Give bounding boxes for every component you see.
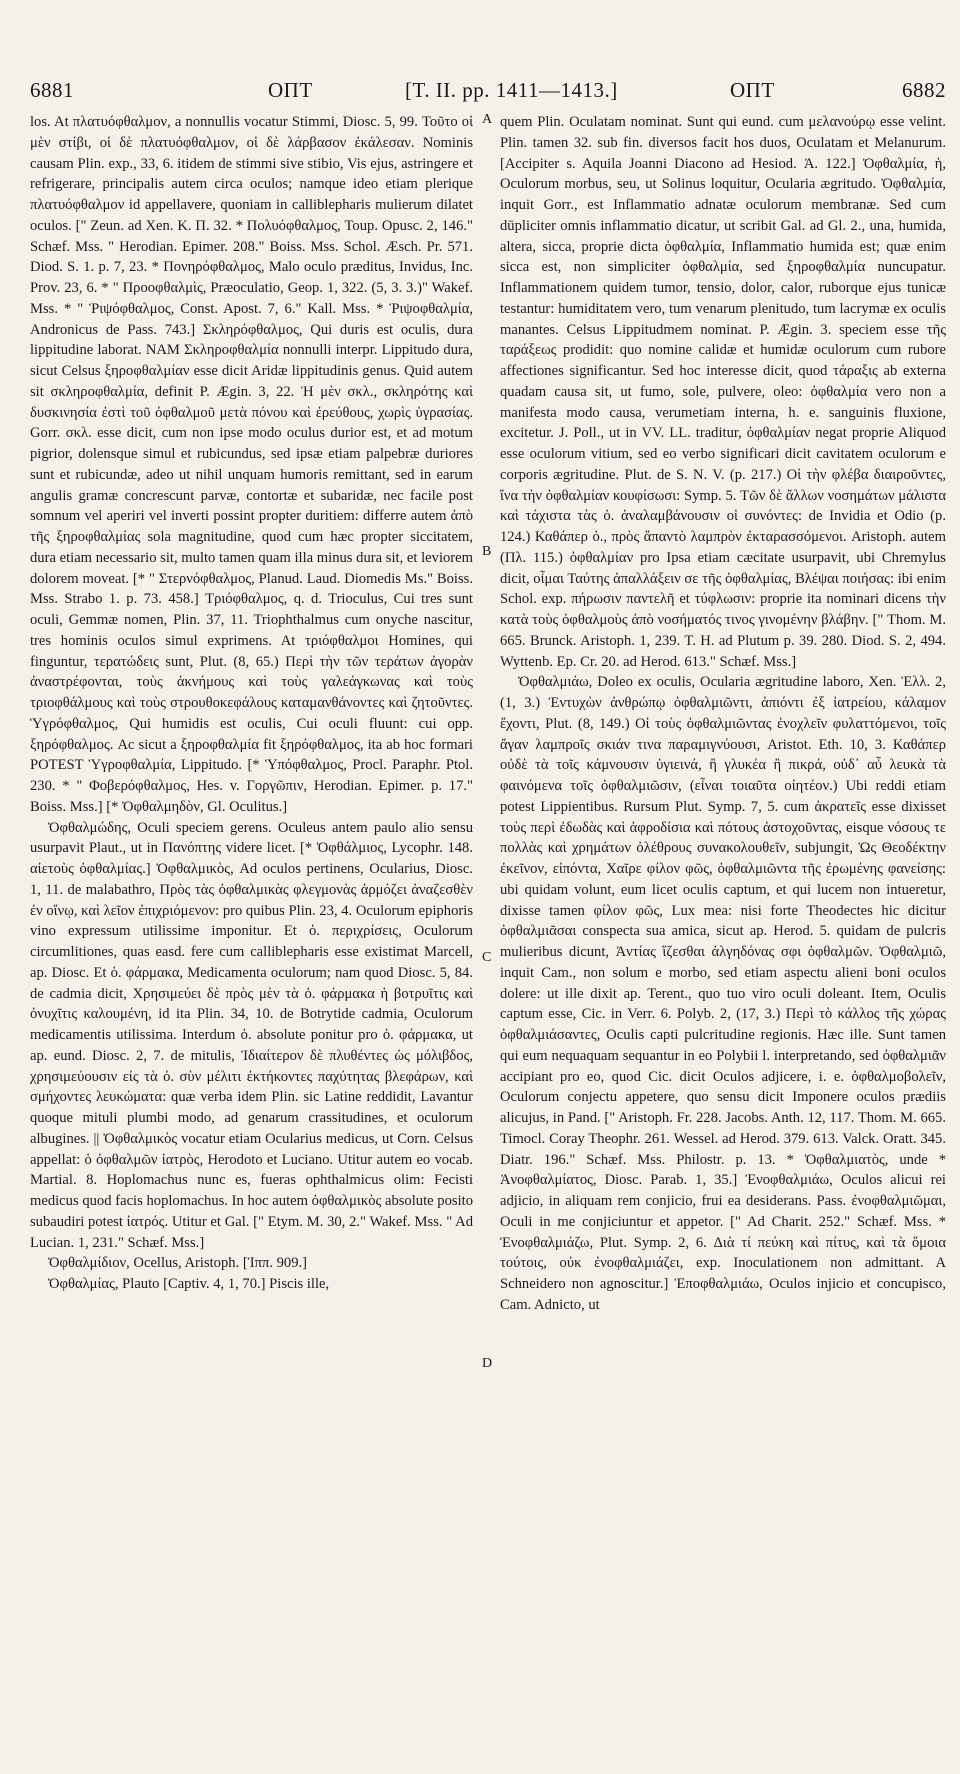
right-headword: ΟΠΤ	[730, 78, 775, 102]
entry-paragraph: Ὀφθαλμίδιον, Ocellus, Aristoph. [Ἱππ. 909.]	[48, 1255, 308, 1272]
right-column	[500, 112, 946, 1762]
entry-paragraph: quem Plin. Oculatam nominat. Sunt qui eund. cum μελανούρῳ esse velint. Plin. tamen 32. sub fin. diversos facit hos duos, Oculatam et Melanurum. [Accipiter s. Aquila Joanni Diacono ad Hesiod. Ἀ. 122.] Ὀφθαλμία, ἡ, Oculorum morbus, seu, ut Solinus loquitur, Ocularia ægritudo. Ὀφθαλμία, inquit Gorr., est Inflammatio adnatæ oculorum membranæ. Sed cum dūpliciter omnis inflammatio dicatur, ut scribit Gal. ad Gl. 2., una, humida, altera, sicca, proprie dicta ὀφθαλμία, Inflammatio humida est; quæ enim sicca est, non simpliciter ὀφθαλμία, sed ξηροφθαλμία nuncupatur. Inflammationem quidem tumor, tensio, dolor, calor, ruborque ejus tunicæ testantur: humiditatem vero, tum venarum plenitudo, tum lacrymæ ex oculis manantes. Celsus Lippitudmem nominat. P. Ægin. 3. speciem esse τῆς ταράξεως prodidit: quo nomine calidæ et humidæ oculorum cum rubore affectiones significantur. Sed hoc interesse dicit, quod τάραξις ab externa quadam causa sit, ut fumo, sole, pulvere, oleo: ὀφθαλμία vero non a manifesta modo causa, verumetiam interna, h. e. sanguinis fluxione, excitetur. J. Poll., ut in VV. LL. traditur, ὀφθαλμίαν negat proprie Aliquod esse oculorum vitium, sed eo verbo significari dicit cavitatem oculorum e corporis ægritudine. Plut. de S. N. V. (p. 217.) Οἱ τὴν φλέβα διαιροῦντες, ἵνα τὴν ὀφθαλμίαν κουφίσωσι: Symp. 5. Τῶν δὲ ἄλλων νοσημάτων μάλιστα καὶ τάχιστα τὰς ὀ. ἀναλαμβάνουσιν οἱ συνόντες: de Invidia et Odio (p. 124.) Καθάπερ ὀ., πρὸς ἅπαντὸ λαμπρὸν ἐκταρασσόμενοι. Aristoph. autem (Πλ. 115.) ὀφθαλμίαν pro Ipsa etiam cæcitate usurpavit, ubi Chremylus dicit, οἶμαι Ταύτης ἀπαλλάξειν σε τῆς ὀφθαλμίας, Βλέψαι ποιήσας: ibi enim Schol. exp. πήρωσιν παντελῆ et τύφλωσιν: proprie ita nominari dicens τὴν κατὰ τοὺς ὀφθαλμοὺς ἀπὸ νοσήματός τινος γινομένην βλάβην. [" Thom. M. 665. Brunck. Aristoph. 1, 239. T. H. ad Plutum p. 39. 280. Diod. S. 2, 494. Wyttenb. Ep. Cr. 20. ad Herod. 613." Schæf. Mss.]	[500, 114, 946, 670]
section-marker-c: C	[482, 950, 492, 965]
left-column-number: 6881	[30, 78, 74, 102]
entry-paragraph: Ὀφθαλμίας, Plauto [Captiv. 4, 1, 70.] Piscis ille,	[48, 1276, 330, 1292]
volume-page-reference: [T. II. pp. 1411—1413.]	[405, 78, 618, 102]
left-column	[30, 112, 473, 1762]
entry-paragraph: los. At πλατυόφθαλμον, a nonnullis vocatur Stimmi, Diosc. 5, 99. Τοῦτο οἱ μὲν στίβι, οἱ δὲ πλατυόφθαλμον, οἱ δὲ λάρβασον ἐκάλεσαν. Nominis causam Plin. exp., 33, 6. itidem de stimmi sive stibio, Vis ejus, astringere et refrigerare, principalis autem circa oculos; namque ideo etiam plerique πλατυόφθαλμον id appellavere, quoniam in calliblepharis mulierum dilatet oculos. [" Zeun. ad Xen. K. Π. 32. * Πολυόφθαλμος, Toup. Opusc. 2, 146." Schæf. Mss. " Herodian. Epimer. 208." Boiss. Mss. Schol. Æsch. Pr. 571. Diod. S. 1. p. 7, 23. * Πονηρόφθαλμος, Malo oculo præditus, Invidus, Inc. Prov. 23, 6. * " Προοφθαλμὶς, Præoculatio, Geop. 1, 322. (5, 3. 3.)" Wakef. Mss. * " Ῥιψόφθαλμος, Const. Apost. 7, 6." Kall. Mss. * Ῥιψοφθαλμία, Andronicus de Pass. 743.] Σκληρόφθαλμος, Qui duris est oculis, dura lippitudine laborat. NAM Σκληροφθαλμία nonnulli interpr. Lippitudo dura, sicut Celsus ξηροφθαλμίαν esse dicit Aridæ lippitudinis genus. Quid autem sit σκληροφθαλμία, definit P. Ægin. 3, 22. Ἡ μὲν σκλ., σκληρότης καὶ δυσκινησία ἐστὶ τοῦ ὀφθαλμοῦ μετὰ πόνου καὶ ἐρεύθους, χωρὶς ὑγρασίας. Gorr. σκλ. esse dicit, cum non ipse modo oculus durior est, et ad motum pigrior, dolensque simul et rubicundus, sed ipsæ etiam palpebræ duriores sunt et rubicundæ, adeo ut nihil unquam humoris remittant, sed in earum angulis gramæ concrescunt parvæ, contortæ et subaridæ, nec facile post somnum vel aperiri vel inverti possint propter duritiem: differre autem ἀπὸ τῆς ξηροφθαλμίας sola magnitudine, quod cum hæc propter siccitatem, dura etiam necessario sit, multo tamen quam illa minus dura sit, et leviorem dolorem moveat. [* " Στερνόφθαλμος, Planud. Laud. Diomedis Ms." Boiss. Mss. Strabo 1. p. 73. 458.] Τριόφθαλμος, q. d. Trioculus, Cui tres sunt oculi, Gemmæ nomen, Plin. 37, 11. Triophthalmus cum onyche nascitur, tres hominis oculos simul exprimens. At τριόφθαλμοι Homines, qui finguntur, τερατώδεις sunt, Plut. (8, 65.) Περὶ τὴν τῶν τεράτων ἀγορὰν ἀναστρέφονται, τοὺς ἀκνήμους καὶ τοὺς γαλεάγκωνας καὶ τοὺς τριοφθάλμους καὶ τοὺς στρουθοκεφάλους καταμανθάνοντες καὶ ζητοῦντες. Ὑγρόφθαλμος, Qui humidis est oculis, Cui oculi fluunt: cui opp. ξηρόφθαλμος. Ac sicut a ξηροφθαλμία fit ξηρόφθαλμος, ita ab hoc formari POTEST Ὑγροφθαλμία, Lippitudo. [* Ὑπόφθαλμος, Procl. Paraphr. Ptol. 230. * " Φοβερόφθαλμος, Hes. v. Γοργῶπιν, Herodian. Epimer. p. 17." Boiss. Mss.] [* Ὀφθαλμηδὸν, Gl. Oculitus.]	[30, 114, 473, 815]
running-header	[30, 78, 946, 108]
section-marker-b: B	[482, 544, 492, 559]
entry-paragraph: Ὀφθαλμιάω, Doleo ex oculis, Ocularia ægritudine laboro, Xen. Ἑλλ. 2, (1, 3.) Ἐντυχὼν ἀνθρώπῳ ὀφθαλμιῶντι, ἀπιόντι ἐξ ἰατρείου, κάλαμον ἔχοντι, Plut. (8, 149.) Οἱ τοὺς ὀφθαλμιῶντας ἐνοχλεῖν φυλαττόμενοι, τοῖς ἄγαν λαμπροῖς σκιάν τινα παραμιγνύουσι, Aristot. Eth. 10, 3. Καθάπερ οὐδὲ τὰ τοῖς κάμνουσιν ὑγιεινά, ἢ γλυκέα ἢ πικρά, οὐδ᾽ αὖ λευκὰ τὰ φαινόμενα τοῖς ὀφθαλμιῶσιν, (εἶναι τοιαῦτα οἰητέον.) Ubi reddi etiam potest Lippientibus. Rursum Plut. Symp. 7, 5. cum ἀκρατεῖς esse dixisset τοὺς περὶ ἐδωδὰς καὶ ἀφροδίσια καὶ πότους ἀστοχοῦντας, eisque νόσους τε πολλὰς καὶ χρημάτων ὀλέθρους συνακολουθεῖν, subjungit, Ὡς Θεοδέκτην ἐκεῖνον, εἰπόντα, Χαῖρε φίλον φῶς, ὀφθαλμιῶντα τῆς ἐρωμένης φανείσης: ubi quidam volunt, eum licet oculis captum, et qui lucem non intueretur, dixisse tamen φίλον φῶς, Lux mea: nisi forte Theodectes hic dicitur ὀφθαλμιᾶσαι conspecta sua amica, sicut ap. Herod. 5. quidam de pulcris mulieribus dicunt, Ἀντίας ἵζεσθαι ἀλγηδόνας σφι ὀφθαλμῶν. Ὀφθαλμιῶ, inquit Cam., non solum e morbo, sed etiam aspectu alieni boni oculos dolere: ut ille dixit ap. Terent., quo tuo viro oculi doleant. Item, Oculis captum esse, Cic. in Verr. 6. Polyb. 2, (17, 3.) Περὶ τὸ κάλλος τῆς χώρας ὀφθαλμιάσαντες, Oculis capti pulcritudine regionis. Hæc ille. Sunt tamen qui eum nequaquam sequantur in eo Polybii l. interpretando, sed ὀφθαλμιᾶν accipiant pro eo, quod Cic. dicit Oculos adjicere, i. e. ὀφθαλμοβολεῖν, Oculorum conjectu appetere, quo sensu dicit Imponere oculos prædiis alicujus, in Pand. [" Aristoph. Fr. 228. Jacobs. Anth. 12, 117. Thom. M. 665. Timocl. Coray Theophr. 261. Wessel. ad Herod. 379. 613. Valck. Oratt. 345. Diatr. 196." Schæf. Mss. Philostr. p. 13. * Ὀφθαλμιατὸς, unde * Ἀνοφθαλμίατος, Diosc. Parab. 1, 35.] Ἐνοφθαλμιάω, Oculos alicui rei adjicio, in aliquam rem conjicio, frui ea desiderans. Pass. ἐνοφθαλμιῶμαι, Oculi in me conjiciuntur et appetor. [" Ad Charit. 252." Schæf. Mss. * Ἐνοφθαλμιάζω, Plut. Symp. 2, 6. Διὰ τί πεύκη καὶ πίτυς, καὶ τὰ ὅμοια τούτοις, οὐκ ἐνοφθαλμιάζει, exp. Inoculationem non admittant. A Schneidero non agnoscitur.] Ἐποφθαλμιάω, Oculos injicio et concupisco, Cam. Adnicto, ut	[500, 674, 946, 1313]
right-column-number: 6882	[902, 78, 946, 102]
left-headword: ΟΠΤ	[268, 78, 313, 102]
text-columns	[30, 112, 946, 1762]
section-marker-a: A	[482, 112, 493, 127]
entry-paragraph: Ὀφθαλμώδης, Oculi speciem gerens. Oculeus antem paulo alio sensu usurpavit Plaut., ut in Πανόπτης videre licet. [* Ὀφθάλμιος, Lycophr. 148. αἰετοὺς ὀφθαλμίας.] Ὀφθαλμικὸς, Ad oculos pertinens, Ocularius, Diosc. 1, 11. de malabathro, Πρὸς τὰς ὀφθαλμικὰς φλεγμονὰς ἁρμόζει ἀναζεσθὲν ἐν οἴνῳ, καὶ λεῖον ἐπιχριόμενον: pro quibus Plin. 23, 4. Oculorum epiphoris vino expressum utilissime imponitur. Et ὁ. περιχρίσεις, Oculorum circumlitiones, quas easd. fere cum calliblepharis esse existimat Marcell, ap. Diosc. Et ὁ. φάρμακα, Medicamenta oculorum; nam quod Diosc. 5, 84. de cadmia dicit, Χρησιμεύει δὲ πρὸς μὲν τὰ ὀ. φάρμακα ἡ βοτρυῖτις καὶ ὀνυχῖτις καλουμένη, id ita Plin. 34, 10. de Botrytide cadmia, Oculorum medicamentis utilissima. Interdum ὀ. absolute ponitur pro ὀ. φάρμακα, ut ap. eund. Diosc. 2, 7. de mitulis, Ἰδιαίτερον δὲ πλυθέντες ὡς μόλιβδος, χρησιμεύουσιν εἰς τὰ ὀ. σὺν μέλιτι ἐκτήκοντες παχύτητας βλεφάρων, καὶ σμήχοντες λευκώματα: quæ verba idem Plin. sic Latine reddidit, Lavantur quoque mituli plumbi modo, ad genarum crassitudines, et oculorum albugines. || Ὀφθαλμικὸς vocatur etiam Ocularius medicus, ut Corn. Celsus appellat: ὁ ὀφθαλμῶν ἰατρὸς, Herodoto et Luciano. Utitur autem eo vocab. Martial. 8. Hoplomachus nunc es, fueras ophthalmicus olim: Fecisti medicus quod facis hoplomachus. In hoc autem ὀφθαλμικὸς absolute posito subaudiri potest ἰατρός. Utitur et Gal. [" Etym. M. 30, 2." Wakef. Mss. " Ad Lucian. 1, 231." Schæf. Mss.]	[30, 819, 473, 1251]
section-marker-d: D	[482, 1356, 493, 1371]
